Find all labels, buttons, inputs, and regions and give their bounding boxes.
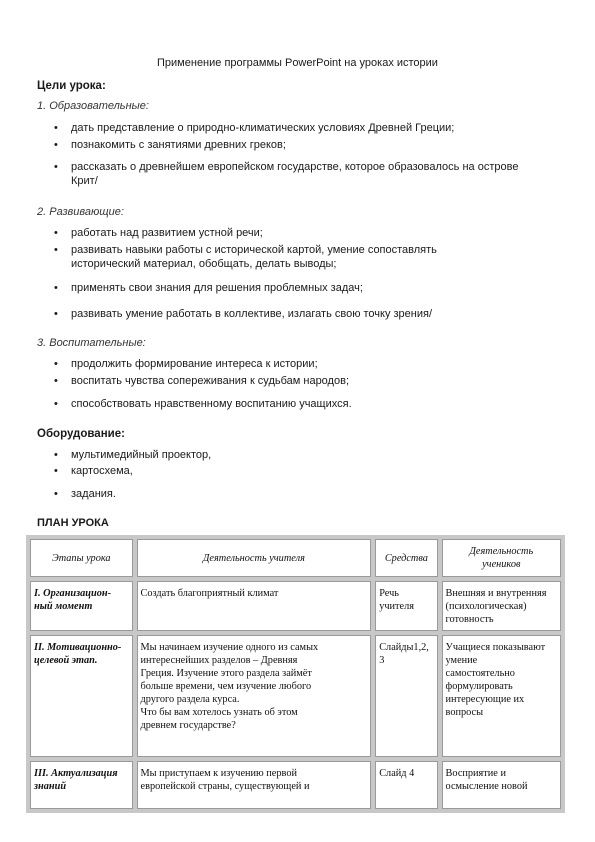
goals-heading: Цели урока:: [37, 80, 106, 92]
stage-cell: I. Организацион- ный момент: [30, 581, 133, 631]
bullet-icon: •: [54, 282, 58, 294]
list-item: • мультимедийный проектор,: [54, 449, 212, 461]
table-row: [30, 635, 561, 757]
table-header-row: [30, 539, 561, 577]
bullet-icon: •: [54, 139, 58, 151]
stage-cell: II. Мотивационно- целевой этап.: [30, 635, 133, 757]
list-item: • дать представление о природно-климатических условиях Древней Греции;: [54, 122, 455, 134]
bullet-icon: •: [54, 449, 58, 461]
list-item: • способствовать нравственному воспитанию учащихся.: [54, 398, 352, 410]
upbringing-heading: 3. Воспитательные:: [37, 337, 146, 349]
document-title: Применение программы PowerPoint на уроках истории: [157, 57, 438, 69]
developing-heading: 2. Развивающие:: [37, 206, 124, 218]
column-header-teacher: Деятельность учителя: [137, 539, 372, 577]
means-cell: Слайды1,2, 3: [375, 635, 437, 757]
table-row: [30, 761, 561, 809]
list-item: • продолжить формирование интереса к истории;: [54, 358, 318, 370]
plan-heading: ПЛАН УРОКА: [37, 517, 109, 529]
means-cell: Слайд 4: [375, 761, 437, 809]
list-item: • воспитать чувства сопереживания к судьбам народов;: [54, 375, 349, 387]
bullet-icon: •: [54, 358, 58, 370]
bullet-icon: •: [54, 465, 58, 477]
teacher-activity-cell: Мы начинаем изучение одного из самых интереснейших разделов – Древняя Греция. Изучение этого раздела займёт больше времени, чем изучение любого другого раздела курса. Что бы вам хотелось узнать об этом древнем государстве?: [137, 635, 372, 757]
stage-cell: III. Актуализация знаний: [30, 761, 133, 809]
student-activity-cell: Восприятие и осмысление новой: [442, 761, 561, 809]
list-item: • задания.: [54, 488, 116, 500]
bullet-icon: •: [54, 398, 58, 410]
bullet-icon: •: [54, 122, 58, 134]
educational-heading: 1. Образовательные:: [37, 100, 149, 112]
column-header-means: Средства: [375, 539, 437, 577]
teacher-activity-cell: Создать благоприятный климат: [137, 581, 372, 631]
table-row: [30, 581, 561, 631]
list-item: • картосхема,: [54, 465, 133, 477]
student-activity-cell: Внешняя и внутренняя (психологическая) готовность: [442, 581, 561, 631]
list-item: • познакомить с занятиями древних греков;: [54, 139, 286, 151]
lesson-plan-table: [26, 535, 565, 813]
list-item: • развивать навыки работы с исторической картой, умение сопоставлять исторический материал, обобщать, делать выводы;: [54, 244, 437, 270]
list-item: • рассказать о древнейшем европейском государстве, которое образовалось на острове Крит/: [54, 161, 519, 187]
bullet-icon: •: [54, 244, 58, 256]
column-header-students: Деятельность учеников: [442, 539, 561, 577]
bullet-icon: •: [54, 308, 58, 320]
teacher-activity-cell: Мы приступаем к изучению первой европейской страны, существующей и: [137, 761, 372, 809]
bullet-icon: •: [54, 375, 58, 387]
bullet-icon: •: [54, 227, 58, 239]
list-item: • применять свои знания для решения проблемных задач;: [54, 282, 363, 294]
bullet-icon: •: [54, 488, 58, 500]
student-activity-cell: Учащиеся показывают умение самостоятельно формулировать интересующие их вопросы: [442, 635, 561, 757]
equipment-heading: Оборудование:: [37, 428, 125, 440]
list-item: • развивать умение работать в коллективе, излагать свою точку зрения/: [54, 308, 433, 320]
bullet-icon: •: [54, 161, 58, 173]
list-item: • работать над развитием устной речи;: [54, 227, 263, 239]
column-header-stages: Этапы урока: [30, 539, 133, 577]
means-cell: Речь учителя: [375, 581, 437, 631]
